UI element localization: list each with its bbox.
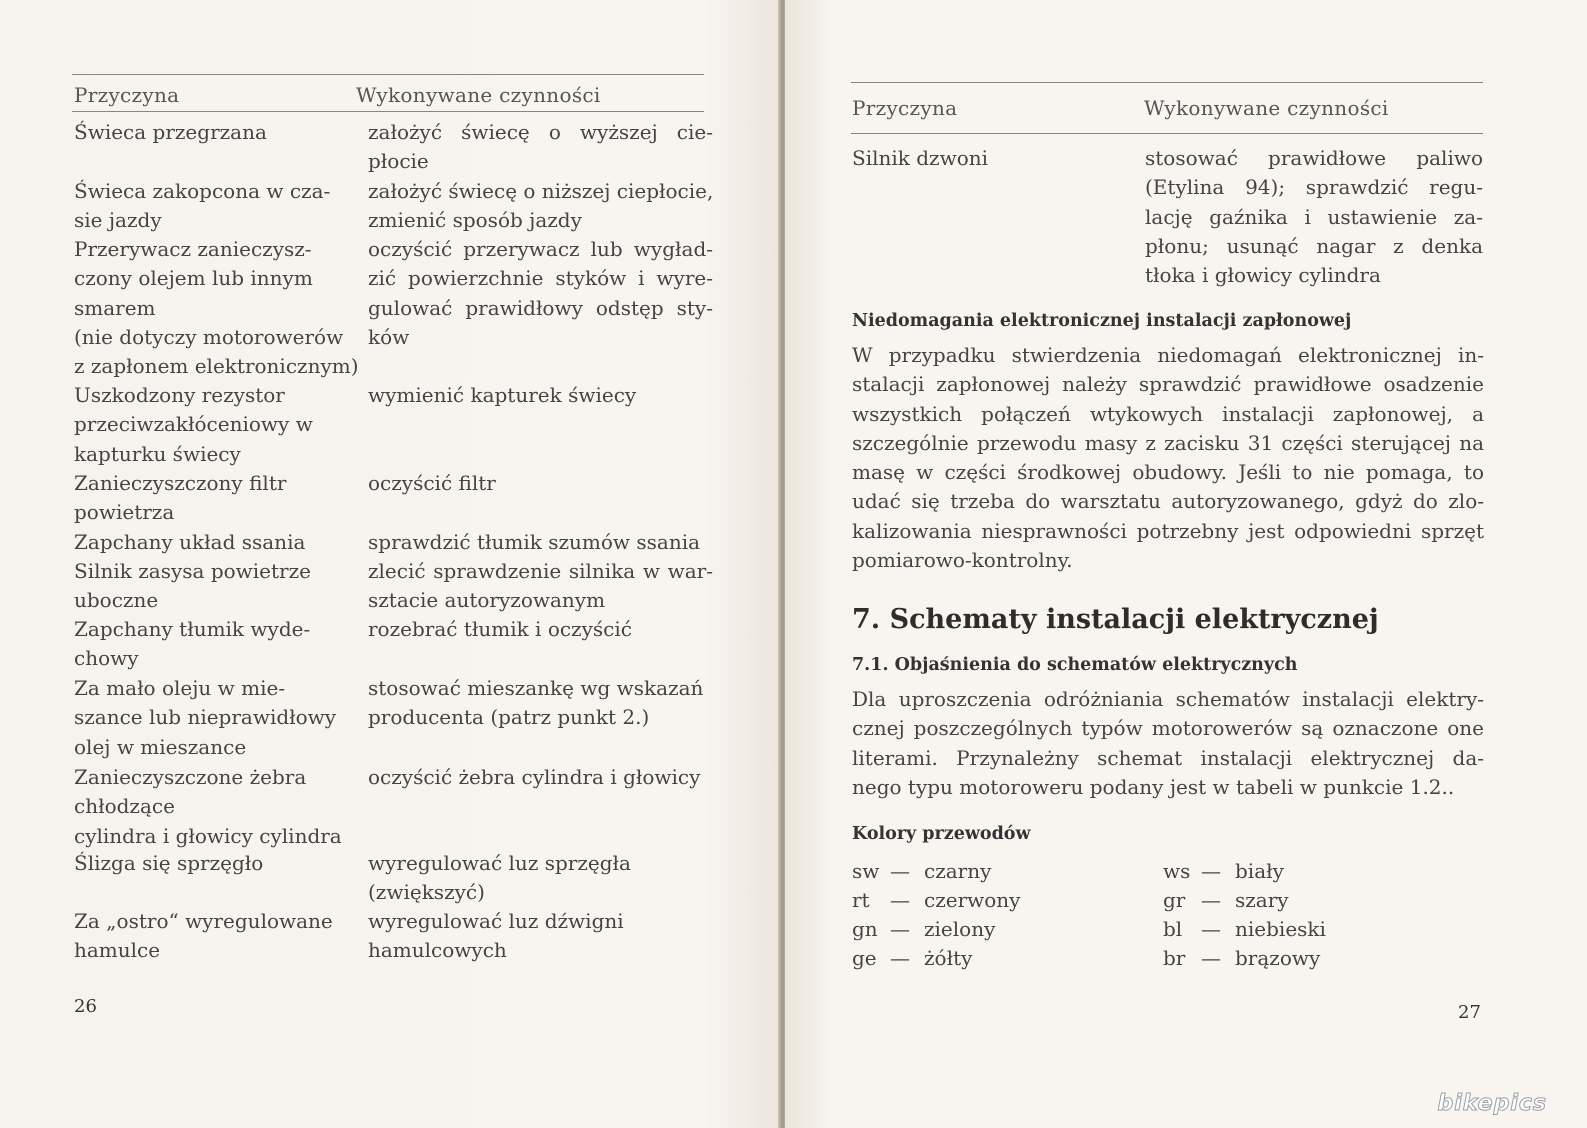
table-action — [368, 118, 713, 177]
wire-color-item — [1163, 917, 1326, 941]
watermark-logo: bikepics — [1437, 1091, 1547, 1116]
wire-color-dash: — — [890, 888, 910, 912]
wire-color-code: ge — [852, 946, 877, 970]
cause-line: Zapchany układ ssania — [74, 530, 306, 554]
header-bottom-rule — [851, 133, 1483, 134]
table-action — [368, 177, 713, 236]
action-line: oczyścić żebra cylindra i głowicy — [368, 765, 701, 789]
cause-line: szance lub nieprawidłowy — [74, 705, 337, 730]
wire-color-dash: — — [1201, 917, 1221, 941]
table-cause: Silnik dzwoni — [852, 146, 989, 170]
table-action — [368, 557, 713, 616]
subsection-paragraph — [852, 685, 1484, 802]
action-line: oczyścić przerywacz lub wygład- — [368, 237, 713, 261]
action-line: zmienić sposób jazdy — [368, 208, 582, 233]
action-line: założyć świecę o wyższej cie- — [368, 120, 713, 144]
cause-line: chłodzące — [74, 794, 175, 819]
text-line: Dla uproszczenia odróżniania schematów instalacji elektry- — [852, 687, 1484, 711]
cause-line: Za mało oleju w mie- — [74, 676, 286, 700]
cause-line: uboczne — [74, 588, 159, 613]
cause-line: smarem — [74, 295, 156, 320]
wire-color-name: biały — [1235, 859, 1284, 883]
wire-color-dash: — — [890, 946, 910, 970]
action-line: wyregulować luz dźwigni — [368, 909, 624, 933]
header-bottom-rule — [72, 111, 704, 112]
table-action — [368, 528, 713, 557]
action-line: wymienić kapturek świecy — [368, 383, 637, 407]
wire-color-code: bl — [1163, 917, 1183, 941]
table-cause — [74, 557, 364, 616]
subsection-title: 7.1. Objaśnienia do schematów elektrycznych — [852, 655, 1298, 675]
action-line: (zwiększyć) — [368, 880, 485, 905]
cause-line: Zapchany tłumik wyde- — [74, 617, 311, 641]
cause-line: Zanieczyszczone żebra — [74, 765, 307, 789]
table-cause — [74, 763, 364, 851]
cause-line: powietrza — [74, 500, 175, 525]
table-action — [368, 763, 713, 792]
wire-color-code: ws — [1163, 859, 1191, 883]
action-line: zlecić sprawdzenie silnika w war- — [368, 559, 713, 583]
wire-color-name: brązowy — [1235, 946, 1321, 970]
wire-color-dash: — — [1201, 888, 1221, 912]
table-cause — [74, 674, 364, 762]
table-action — [368, 235, 713, 352]
wire-color-item — [1163, 859, 1284, 883]
wire-color-name: czerwony — [924, 888, 1021, 912]
section-title: 7. Schematy instalacji elektrycznej — [852, 604, 1379, 635]
cause-line: Za „ostro“ wyregulowane — [74, 909, 333, 933]
wire-color-name: niebieski — [1235, 917, 1326, 941]
text-line: W przypadku stwierdzenia niedomagań elektronicznej in- — [852, 343, 1484, 367]
text-line: kalizowania niesprawności potrzebny jest odpowiedni sprzęt — [852, 518, 1484, 543]
cause-line: Silnik zasysa powietrze — [74, 559, 311, 583]
action-line: założyć świecę o niższej ciepłocie, — [368, 179, 714, 203]
text-line: tłoka i głowicy cylindra — [1145, 263, 1381, 288]
table-action — [368, 469, 713, 498]
table-action — [368, 849, 713, 908]
text-line: pomiarowo-kontrolny. — [852, 548, 1073, 573]
cause-line: kapturku świecy — [74, 441, 241, 466]
header-action: Wykonywane czynności — [1144, 96, 1389, 120]
header-cause: Przyczyna — [74, 83, 180, 107]
action-line: sztacie autoryzowanym — [368, 588, 606, 613]
page-number: 26 — [74, 996, 97, 1017]
text-line: masę w części środkowej obudowy. Jeśli to nie pomaga, to — [852, 460, 1484, 485]
wire-color-code: rt — [852, 888, 870, 912]
right-page — [785, 0, 1587, 1128]
text-line: płonu; usunąć nagar z denka — [1145, 233, 1483, 258]
header-top-rule — [72, 74, 704, 75]
wire-color-item — [852, 859, 991, 883]
table-cause — [74, 118, 364, 147]
wire-color-dash: — — [890, 859, 910, 883]
cause-line: czony olejem lub innym — [74, 266, 313, 291]
wire-color-code: gn — [852, 917, 878, 941]
action-line: ków — [368, 324, 410, 349]
cause-line: olej w mieszance — [74, 734, 247, 759]
table-action — [368, 674, 713, 733]
text-line: stalacji zapłonowej należy sprawdzić prawidłowe osadzenie — [852, 372, 1484, 397]
header-top-rule — [851, 82, 1483, 83]
cause-line: Świeca przegrzana — [74, 120, 267, 144]
wire-color-name: zielony — [924, 917, 996, 941]
action-line: oczyścić filtr — [368, 471, 496, 495]
table-cause — [74, 381, 364, 469]
wire-color-item — [1163, 888, 1289, 912]
cause-line: Uszkodzony rezystor — [74, 383, 285, 407]
cause-line: (nie dotyczy motorowerów — [74, 324, 344, 349]
table-cause — [74, 907, 364, 966]
wire-color-name: szary — [1235, 888, 1289, 912]
wire-colors-heading: Kolory przewodów — [852, 824, 1031, 844]
text-line: lację gaźnika i ustawienie za- — [1145, 204, 1483, 229]
table-cause — [74, 235, 364, 381]
electronic-ignition-paragraph — [852, 341, 1484, 575]
wire-color-item — [852, 917, 995, 941]
wire-color-dash: — — [1201, 946, 1221, 970]
wire-color-item — [1163, 946, 1320, 970]
table-cause — [74, 528, 364, 557]
table-action — [368, 381, 713, 410]
cause-line: hamulce — [74, 938, 161, 963]
cause-line: z zapłonem elektronicznym) — [74, 354, 359, 379]
action-line: producenta (patrz punkt 2.) — [368, 705, 650, 730]
table-cause — [74, 849, 364, 878]
action-line: stosować mieszankę wg wskazań — [368, 676, 704, 700]
left-page — [0, 0, 780, 1128]
page-number: 27 — [1458, 1002, 1481, 1023]
text-line: wszystkich połączeń wtykowych instalacji zapłonowej, a — [852, 401, 1484, 426]
action-line: rozebrać tłumik i oczyścić — [368, 617, 632, 641]
action-line: hamulcowych — [368, 938, 507, 963]
table-action — [368, 907, 713, 966]
table-cause — [74, 469, 364, 528]
cause-line: przeciwzakłóceniowy w — [74, 412, 313, 437]
table-action — [1145, 144, 1483, 290]
action-line: wyregulować luz sprzęgła — [368, 851, 631, 875]
cause-line: sie jazdy — [74, 208, 162, 233]
table-action — [368, 615, 713, 644]
wire-color-name: czarny — [924, 859, 992, 883]
cause-line: chowy — [74, 646, 139, 671]
cause-line: Przerywacz zanieczysz- — [74, 237, 312, 261]
text-line: stosować prawidłowe paliwo — [1145, 146, 1483, 170]
header-cause: Przyczyna — [852, 96, 958, 120]
cause-line: cylindra i głowicy cylindra — [74, 823, 342, 848]
table-cause — [74, 615, 364, 674]
electronic-ignition-heading: Niedomagania elektronicznej instalacji zapłonowej — [852, 311, 1352, 331]
cause-line: Ślizga się sprzęgło — [74, 851, 264, 875]
wire-color-name: żółty — [924, 946, 973, 970]
cause-line: Zanieczyszczony filtr — [74, 471, 287, 495]
text-line: nego typu motoroweru podany jest w tabeli w punkcie 1.2.. — [852, 774, 1455, 799]
action-line: płocie — [368, 149, 429, 174]
cause-line: Świeca zakopcona w cza- — [74, 179, 331, 203]
text-line: (Etylina 94); sprawdzić regu- — [1145, 175, 1483, 200]
text-line: szczególnie przewodu masy z zacisku 31 części sterującej na — [852, 430, 1484, 455]
text-line: udać się trzeba do warsztatu autoryzowanego, gdyż do zlo- — [852, 489, 1484, 514]
action-line: zić powierzchnie styków i wyre- — [368, 266, 713, 291]
wire-color-item — [852, 946, 972, 970]
wire-color-dash: — — [890, 917, 910, 941]
wire-color-dash: — — [1201, 859, 1221, 883]
wire-color-item — [852, 888, 1020, 912]
header-action: Wykonywane czynności — [356, 83, 601, 107]
text-line: cznej poszczególnych typów motorowerów są oznaczone one — [852, 716, 1484, 741]
table-cause — [74, 177, 364, 236]
wire-color-code: br — [1163, 946, 1186, 970]
wire-color-code: gr — [1163, 888, 1186, 912]
action-line: gulować prawidłowy odstęp sty- — [368, 295, 713, 320]
text-line: literami. Przynależny schemat instalacji elektrycznej da- — [852, 745, 1484, 770]
action-line: sprawdzić tłumik szumów ssania — [368, 530, 701, 554]
wire-color-code: sw — [852, 859, 880, 883]
